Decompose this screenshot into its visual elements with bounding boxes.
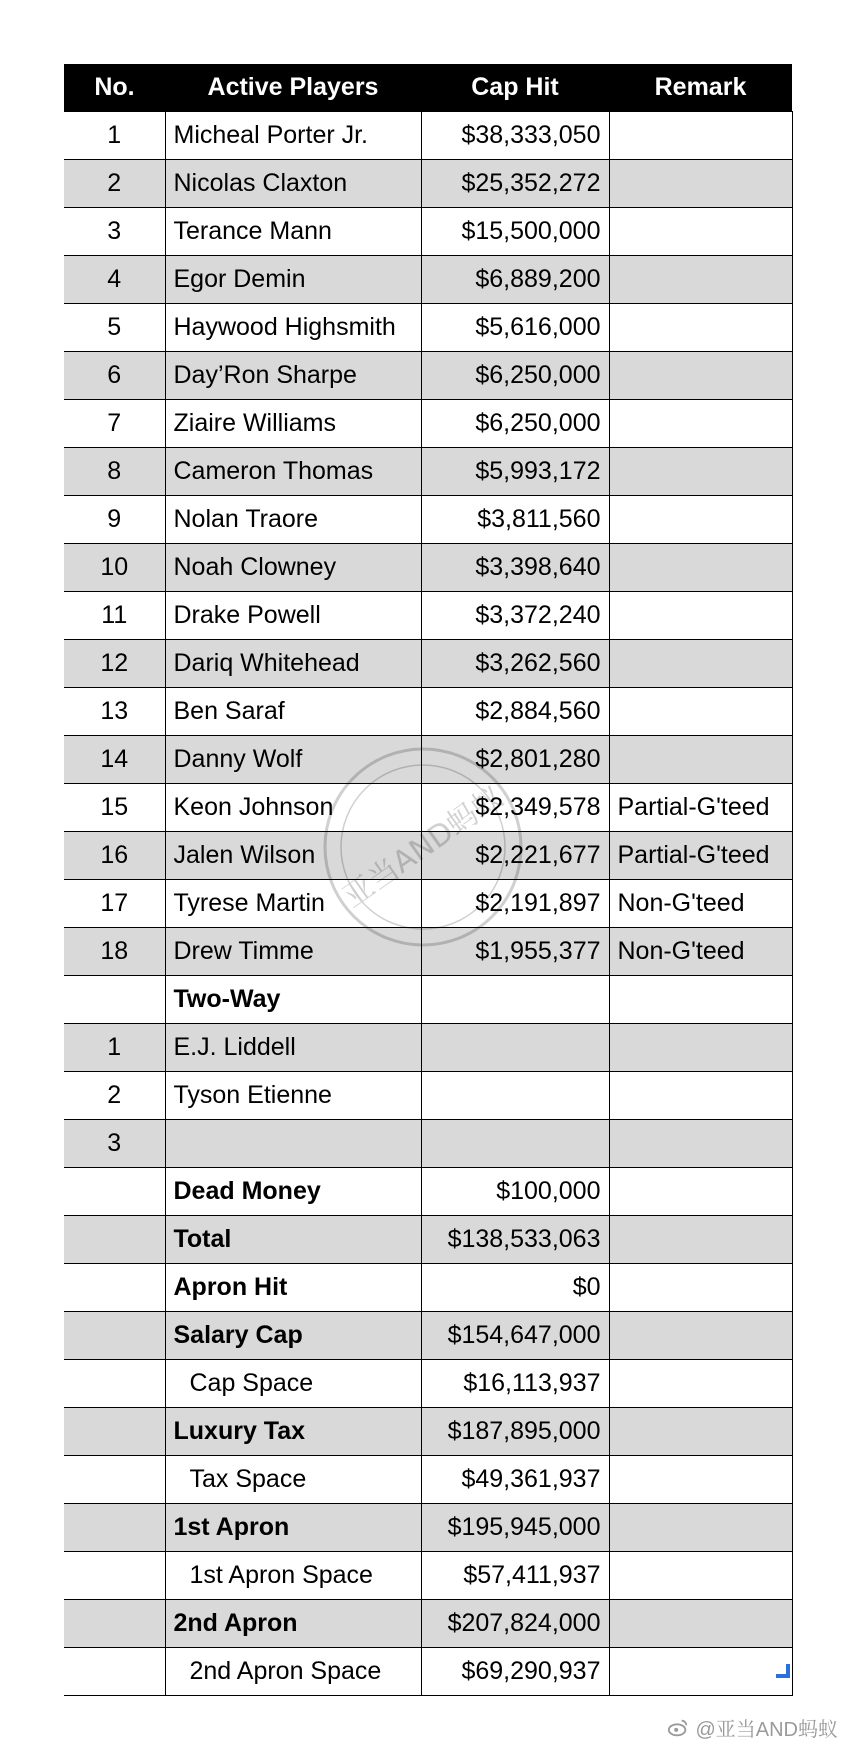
cell-cap-hit[interactable]: $6,889,200 (421, 256, 609, 304)
cell-no[interactable]: 9 (64, 496, 165, 544)
cell-player[interactable]: Luxury Tax (165, 1408, 421, 1456)
table-row (64, 976, 792, 1024)
table-row (64, 208, 792, 256)
cell-cap-hit[interactable]: $0 (421, 1264, 609, 1312)
cell-player[interactable]: Nicolas Claxton (165, 160, 421, 208)
cell-remark[interactable] (609, 1408, 792, 1456)
cell-remark[interactable] (609, 1312, 792, 1360)
cell-player[interactable] (165, 1120, 421, 1168)
weibo-icon (667, 1717, 689, 1739)
table-row (64, 592, 792, 640)
table-body (64, 112, 792, 1696)
cell-cap-hit[interactable]: $57,411,937 (421, 1552, 609, 1600)
table-row (64, 400, 792, 448)
cell-cap-hit[interactable]: $138,533,063 (421, 1216, 609, 1264)
cell-no[interactable] (64, 1648, 165, 1696)
cell-no[interactable] (64, 1408, 165, 1456)
cell-remark[interactable] (609, 736, 792, 784)
cell-player[interactable]: Jalen Wilson (165, 832, 421, 880)
cell-cap-hit[interactable] (421, 976, 609, 1024)
cell-player[interactable]: Micheal Porter Jr. (165, 112, 421, 160)
table-row (64, 544, 792, 592)
cell-no[interactable] (64, 976, 165, 1024)
cell-remark[interactable] (609, 160, 792, 208)
table-row (64, 640, 792, 688)
cell-player[interactable]: Danny Wolf (165, 736, 421, 784)
cell-player[interactable]: Dariq Whitehead (165, 640, 421, 688)
salary-table (64, 64, 793, 1696)
cell-player[interactable]: Egor Demin (165, 256, 421, 304)
cell-no[interactable] (64, 1456, 165, 1504)
cell-remark[interactable] (609, 1600, 792, 1648)
cell-remark[interactable] (609, 1120, 792, 1168)
cell-no[interactable]: 6 (64, 352, 165, 400)
cell-remark[interactable] (609, 1648, 792, 1696)
table-row (64, 1312, 792, 1360)
cell-no[interactable]: 5 (64, 304, 165, 352)
cell-no[interactable]: 7 (64, 400, 165, 448)
cell-remark[interactable] (609, 544, 792, 592)
cell-cap-hit[interactable]: $2,349,578 (421, 784, 609, 832)
cell-no[interactable]: 17 (64, 880, 165, 928)
cell-no[interactable] (64, 1600, 165, 1648)
cell-player[interactable]: Salary Cap (165, 1312, 421, 1360)
table-row (64, 1360, 792, 1408)
cell-player[interactable]: Drake Powell (165, 592, 421, 640)
cell-player[interactable]: Apron Hit (165, 1264, 421, 1312)
cell-cap-hit[interactable]: $207,824,000 (421, 1600, 609, 1648)
cell-player[interactable]: Two-Way (165, 976, 421, 1024)
cell-cap-hit[interactable]: $2,191,897 (421, 880, 609, 928)
cell-no[interactable] (64, 1360, 165, 1408)
cell-no[interactable] (64, 1264, 165, 1312)
cell-cap-hit[interactable]: $187,895,000 (421, 1408, 609, 1456)
cell-no[interactable]: 1 (64, 1024, 165, 1072)
cell-cap-hit[interactable]: $3,811,560 (421, 496, 609, 544)
table-row (64, 1024, 792, 1072)
cell-no[interactable] (64, 1504, 165, 1552)
header-no[interactable]: No. (64, 64, 165, 112)
cell-player[interactable]: Drew Timme (165, 928, 421, 976)
cell-player[interactable]: Tax Space (165, 1456, 421, 1504)
table-row (64, 256, 792, 304)
table-row (64, 1408, 792, 1456)
cell-player[interactable]: Tyrese Martin (165, 880, 421, 928)
cell-cap-hit[interactable]: $15,500,000 (421, 208, 609, 256)
table-row (64, 1456, 792, 1504)
cell-player[interactable]: Noah Clowney (165, 544, 421, 592)
cell-player[interactable]: 2nd Apron (165, 1600, 421, 1648)
cell-no[interactable]: 16 (64, 832, 165, 880)
cell-no[interactable] (64, 1168, 165, 1216)
table-row (64, 880, 792, 928)
watermark-credit-text: @亚当AND蚂蚁 (695, 1719, 838, 1741)
cell-cap-hit[interactable]: $3,398,640 (421, 544, 609, 592)
cell-no[interactable] (64, 1552, 165, 1600)
table-row (64, 1648, 792, 1696)
cell-player[interactable]: Cameron Thomas (165, 448, 421, 496)
table-row (64, 112, 792, 160)
cell-cap-hit[interactable]: $6,250,000 (421, 400, 609, 448)
cell-player[interactable]: Total (165, 1216, 421, 1264)
cell-remark[interactable] (609, 1024, 792, 1072)
cell-remark[interactable] (609, 1552, 792, 1600)
cell-player[interactable]: Cap Space (165, 1360, 421, 1408)
cell-remark[interactable] (609, 1264, 792, 1312)
cell-cap-hit[interactable]: $1,955,377 (421, 928, 609, 976)
cell-player[interactable]: Nolan Traore (165, 496, 421, 544)
cell-cap-hit[interactable]: $69,290,937 (421, 1648, 609, 1696)
cell-remark[interactable]: Non-G'teed (609, 928, 792, 976)
cell-player[interactable]: Haywood Highsmith (165, 304, 421, 352)
cell-remark[interactable]: Partial-G'teed (609, 784, 792, 832)
cell-player[interactable]: Dead Money (165, 1168, 421, 1216)
cell-remark[interactable] (609, 1216, 792, 1264)
cell-no[interactable]: 3 (64, 208, 165, 256)
table-row (64, 1072, 792, 1120)
cell-remark[interactable] (609, 1072, 792, 1120)
cell-cap-hit[interactable]: $25,352,272 (421, 160, 609, 208)
cell-player[interactable]: Terance Mann (165, 208, 421, 256)
cell-player[interactable]: Tyson Etienne (165, 1072, 421, 1120)
cell-remark[interactable] (609, 640, 792, 688)
table-row (64, 496, 792, 544)
cell-player[interactable]: 2nd Apron Space (165, 1648, 421, 1696)
cell-no[interactable]: 8 (64, 448, 165, 496)
fill-handle[interactable] (776, 1664, 790, 1678)
watermark-credit (667, 1713, 838, 1742)
cell-no[interactable]: 14 (64, 736, 165, 784)
cell-no[interactable]: 4 (64, 256, 165, 304)
cell-remark[interactable] (609, 592, 792, 640)
cell-cap-hit[interactable]: $2,221,677 (421, 832, 609, 880)
cell-remark[interactable] (609, 976, 792, 1024)
table-row (64, 736, 792, 784)
cell-remark[interactable] (609, 400, 792, 448)
cell-remark[interactable] (609, 1456, 792, 1504)
cell-cap-hit[interactable]: $5,993,172 (421, 448, 609, 496)
table-row (64, 832, 792, 880)
cell-remark[interactable] (609, 688, 792, 736)
table-row (64, 352, 792, 400)
cell-remark[interactable] (609, 496, 792, 544)
cell-cap-hit[interactable]: $2,884,560 (421, 688, 609, 736)
cell-remark[interactable] (609, 1168, 792, 1216)
cell-cap-hit[interactable]: $38,333,050 (421, 112, 609, 160)
cell-no[interactable]: 15 (64, 784, 165, 832)
table-row (64, 160, 792, 208)
cell-cap-hit[interactable] (421, 1024, 609, 1072)
cell-no[interactable]: 1 (64, 112, 165, 160)
cell-no[interactable]: 10 (64, 544, 165, 592)
cell-cap-hit[interactable] (421, 1120, 609, 1168)
table-row (64, 784, 792, 832)
cell-player[interactable]: 1st Apron (165, 1504, 421, 1552)
cell-player[interactable]: 1st Apron Space (165, 1552, 421, 1600)
cell-remark[interactable] (609, 448, 792, 496)
cell-cap-hit[interactable]: $2,801,280 (421, 736, 609, 784)
cell-no[interactable]: 3 (64, 1120, 165, 1168)
cell-player[interactable]: E.J. Liddell (165, 1024, 421, 1072)
cell-player[interactable]: Day’Ron Sharpe (165, 352, 421, 400)
cell-player[interactable]: Ziaire Williams (165, 400, 421, 448)
cell-no[interactable] (64, 1312, 165, 1360)
table-row (64, 1120, 792, 1168)
cell-remark[interactable]: Non-G'teed (609, 880, 792, 928)
cell-no[interactable]: 2 (64, 1072, 165, 1120)
cell-no[interactable]: 18 (64, 928, 165, 976)
cell-no[interactable]: 13 (64, 688, 165, 736)
cell-cap-hit[interactable] (421, 1072, 609, 1120)
header-cap-hit[interactable]: Cap Hit (421, 64, 609, 112)
cell-no[interactable]: 12 (64, 640, 165, 688)
table-row (64, 928, 792, 976)
cell-cap-hit[interactable]: $6,250,000 (421, 352, 609, 400)
table-row (64, 448, 792, 496)
cell-cap-hit[interactable]: $5,616,000 (421, 304, 609, 352)
cell-cap-hit[interactable]: $16,113,937 (421, 1360, 609, 1408)
cell-cap-hit[interactable]: $3,372,240 (421, 592, 609, 640)
cell-no[interactable] (64, 1216, 165, 1264)
cell-cap-hit[interactable]: $3,262,560 (421, 640, 609, 688)
cell-cap-hit[interactable]: $100,000 (421, 1168, 609, 1216)
table-row (64, 1264, 792, 1312)
cell-remark[interactable] (609, 208, 792, 256)
header-remark[interactable]: Remark (609, 64, 792, 112)
cell-player[interactable]: Keon Johnson (165, 784, 421, 832)
cell-remark[interactable] (609, 352, 792, 400)
table-row (64, 1168, 792, 1216)
cell-remark[interactable]: Partial-G'teed (609, 832, 792, 880)
table-row (64, 1216, 792, 1264)
cell-cap-hit[interactable]: $49,361,937 (421, 1456, 609, 1504)
cell-remark[interactable] (609, 1504, 792, 1552)
cell-no[interactable]: 2 (64, 160, 165, 208)
table-row (64, 304, 792, 352)
cell-player[interactable]: Ben Saraf (165, 688, 421, 736)
table-row (64, 1600, 792, 1648)
cell-remark[interactable] (609, 256, 792, 304)
cell-cap-hit[interactable]: $154,647,000 (421, 1312, 609, 1360)
salary-sheet (64, 64, 792, 1696)
table-header (64, 64, 792, 112)
cell-remark[interactable] (609, 112, 792, 160)
table-row (64, 688, 792, 736)
table-row (64, 1504, 792, 1552)
cell-cap-hit[interactable]: $195,945,000 (421, 1504, 609, 1552)
cell-no[interactable]: 11 (64, 592, 165, 640)
header-active-players[interactable]: Active Players (165, 64, 421, 112)
table-row (64, 1552, 792, 1600)
cell-remark[interactable] (609, 304, 792, 352)
cell-remark[interactable] (609, 1360, 792, 1408)
